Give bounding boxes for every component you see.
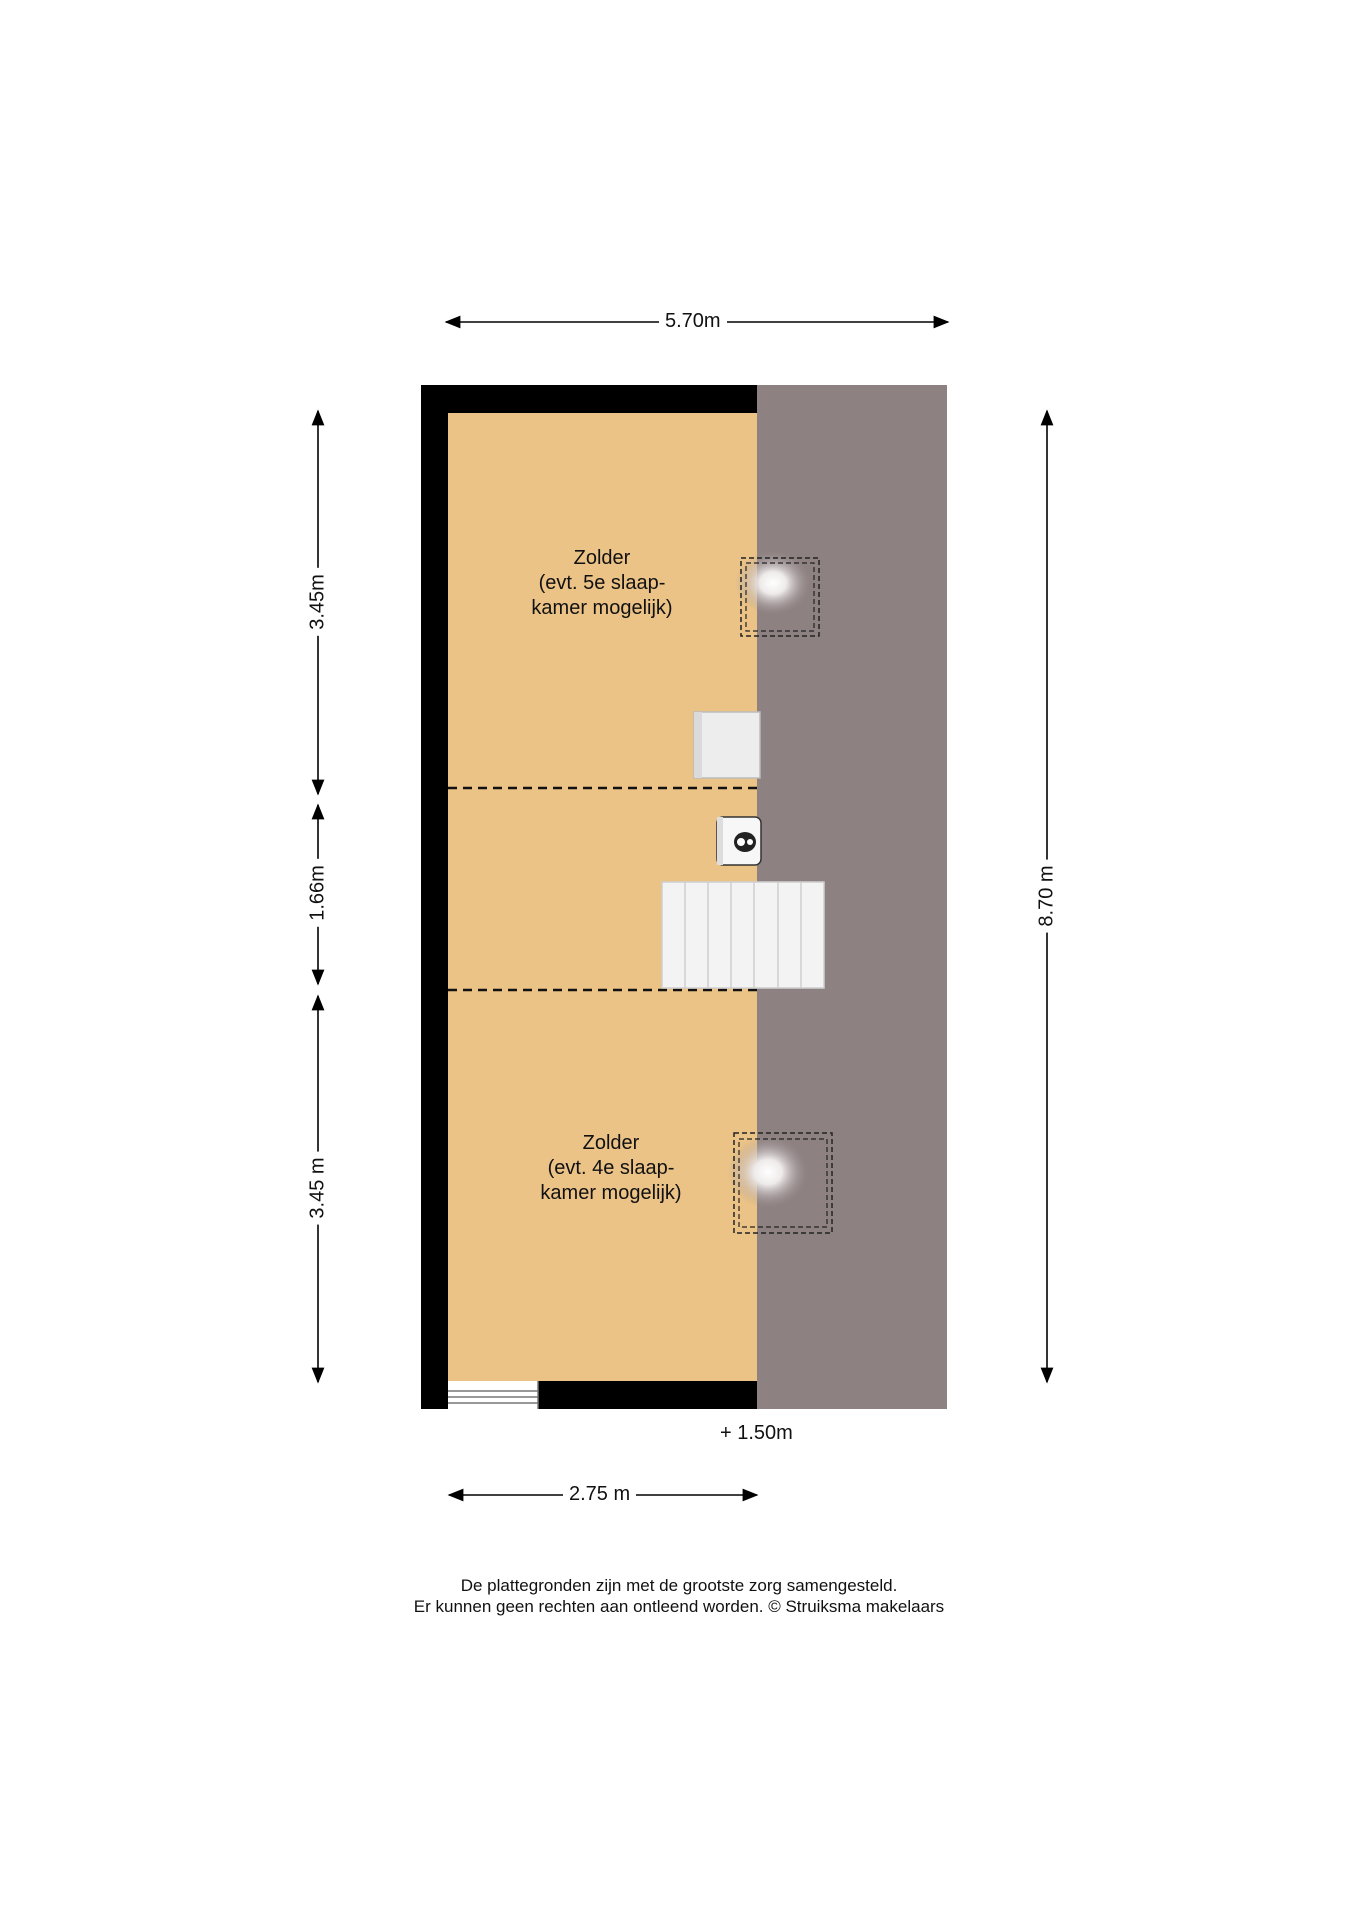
- dimension-right-height: 8.70 m: [1036, 859, 1059, 932]
- dimension-bottom-width: 2.75 m: [563, 1483, 636, 1506]
- dimension-left-top: 3.45m: [307, 568, 330, 636]
- dimension-left-middle: 1.66m: [307, 859, 330, 927]
- room-label-zolder-bottom: Zolder (evt. 4e slaap- kamer mogelijk): [540, 1132, 682, 1204]
- staircase: [662, 882, 824, 988]
- dimension-left-bottom: 3.45 m: [307, 1151, 330, 1224]
- room-label-zolder-top: Zolder (evt. 5e slaap- kamer mogelijk): [531, 547, 673, 619]
- dimension-height-note: + 1.50m: [720, 1422, 793, 1444]
- storage-cabinet-icon: [694, 712, 760, 778]
- disclaimer-line-2: Er kunnen geen rechten aan ontleend worden. © Struiksma makelaars: [413, 1597, 945, 1616]
- disclaimer: [0, 1575, 1358, 1617]
- boiler-icon: [717, 817, 761, 865]
- window: [448, 1381, 538, 1409]
- dimension-top-width: 5.70m: [659, 310, 727, 333]
- disclaimer-line-1: De plattegronden zijn met de grootste zorg samengesteld.: [460, 1576, 898, 1595]
